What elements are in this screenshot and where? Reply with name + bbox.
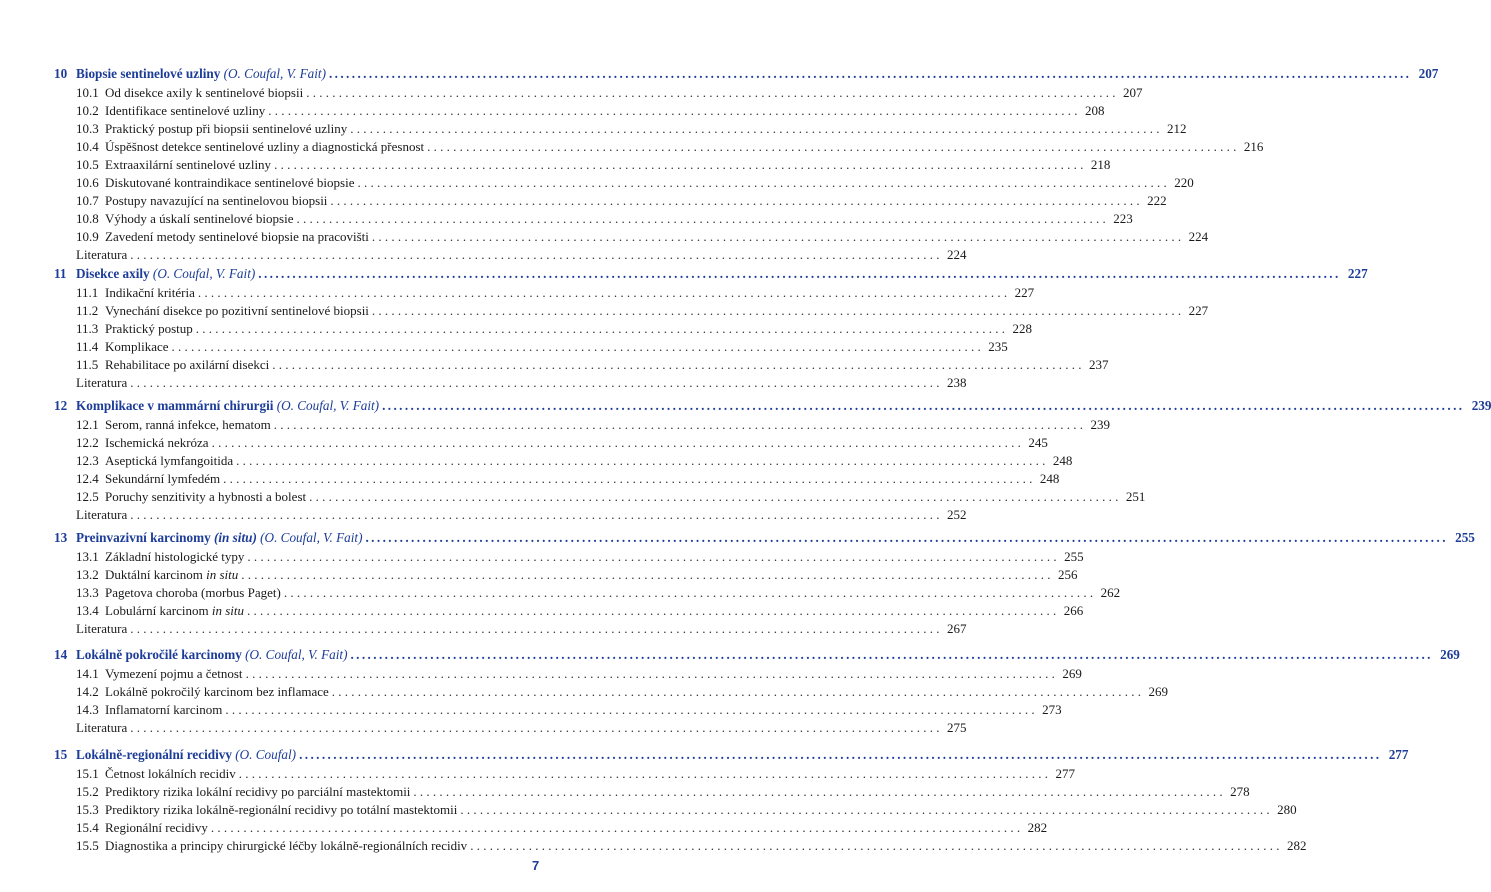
entry-number: 15.5: [76, 838, 99, 853]
leader-dots: [309, 488, 1118, 506]
entry-page: 248: [1052, 453, 1073, 468]
entry-page: 227: [1188, 303, 1209, 318]
chapter-authors: (O. Coufal, V. Fait): [152, 266, 256, 281]
entry-number: 13.1: [76, 549, 99, 564]
toc-entry: [54, 584, 1121, 602]
chapter-title: Lokálně pokročilé karcinomy: [76, 647, 242, 662]
chapter-10: [54, 63, 1439, 264]
chapter-page: 227: [1347, 266, 1368, 281]
toc-entry: [54, 602, 1084, 620]
entry-number: 11.5: [76, 357, 99, 372]
leader-dots: [212, 434, 1021, 452]
leader-dots: [198, 284, 1007, 302]
entry-title: Komplikace: [105, 339, 169, 354]
literature-page: 275: [947, 720, 967, 735]
entry-title: Četnost lokálních recidiv: [105, 766, 236, 781]
entry-page: 228: [1012, 321, 1032, 336]
leader-dots: [239, 765, 1048, 783]
toc-entry: [54, 338, 1008, 356]
entry-title: Lobulární karcinom: [105, 603, 209, 618]
entry-page: 277: [1055, 766, 1075, 781]
chapter-heading: [54, 527, 1475, 548]
leader-dots: [357, 174, 1166, 192]
chapter-11: [54, 263, 1368, 392]
leader-dots: [372, 228, 1181, 246]
entry-title: Diagnostika a principy chirurgické léčby lokálně-regionálních recidiv: [105, 838, 468, 853]
entry-page: 248: [1039, 471, 1060, 486]
entry-page: 239: [1090, 417, 1110, 432]
literature-page: 267: [947, 621, 967, 636]
toc-entry: [54, 566, 1078, 584]
chapter-heading: [54, 395, 1491, 416]
entry-page: 269: [1062, 666, 1082, 681]
leader-dots: [330, 192, 1139, 210]
toc-entry: [54, 683, 1169, 701]
entry-title: Postupy navazující na sentinelovou biopsii: [105, 193, 328, 208]
chapter-number: 14: [54, 647, 68, 662]
entry-page: 245: [1028, 435, 1048, 450]
entry-number: 13.3: [76, 585, 99, 600]
entry-number: 13.4: [76, 603, 99, 618]
leader-dots: [372, 302, 1181, 320]
entry-number: 12.1: [76, 417, 99, 432]
toc-literature: [54, 719, 967, 737]
toc-entry: [54, 228, 1209, 246]
literature-title: Literatura: [76, 247, 128, 262]
chapter-14: [54, 644, 1460, 737]
entry-page: 222: [1147, 193, 1167, 208]
entry-page: 218: [1090, 157, 1111, 172]
leader-dots: [350, 120, 1159, 138]
entry-title: Výhody a úskalí sentinelové biopsie: [105, 211, 294, 226]
toc-entry: [54, 192, 1167, 210]
toc-entry: [54, 765, 1075, 783]
chapter-authors: (O. Coufal, V. Fait): [276, 398, 380, 413]
leader-dots: [130, 719, 939, 737]
entry-title: Duktální karcinom: [105, 567, 203, 582]
toc-entry: [54, 302, 1209, 320]
leader-dots: [196, 320, 1005, 338]
entry-title: Praktický postup při biopsii sentinelové uzliny: [105, 121, 348, 136]
leader-dots: [382, 395, 1464, 416]
entry-title: Zavedení metody sentinelové biopsie na pracovišti: [105, 229, 369, 244]
toc-entry: [54, 701, 1062, 719]
entry-number: 12.3: [76, 453, 99, 468]
entry-number: 12.5: [76, 489, 99, 504]
entry-title: Regionální recidivy: [105, 820, 208, 835]
leader-dots: [211, 819, 1020, 837]
entry-page: 266: [1063, 603, 1084, 618]
entry-number: 11.1: [76, 285, 99, 300]
chapter-12: [54, 395, 1491, 524]
leader-dots: [247, 602, 1056, 620]
chapter-number: 11: [54, 266, 67, 281]
entry-title: Serom, ranná infekce, hematom: [105, 417, 271, 432]
entry-number: 12.4: [76, 471, 99, 486]
chapter-title: Disekce axily: [76, 266, 150, 281]
toc-entry: [54, 783, 1250, 801]
chapter-page: 207: [1418, 66, 1439, 81]
leader-dots: [272, 356, 1081, 374]
toc-literature: [54, 620, 967, 638]
entry-number: 10.2: [76, 103, 99, 118]
entry-number: 13.2: [76, 567, 99, 582]
toc-entry: [54, 837, 1307, 855]
entry-number: 10.1: [76, 85, 99, 100]
entry-title: Prediktory rizika lokálně-regionální recidivy po totální mastektomii: [105, 802, 458, 817]
chapter-heading: [54, 63, 1439, 84]
chapter-authors: (O. Coufal, V. Fait): [223, 66, 326, 81]
entry-title: Od disekce axily k sentinelové biopsii: [105, 85, 304, 100]
toc-entry: [54, 801, 1297, 819]
entry-page: 269: [1148, 684, 1169, 699]
entry-title: Lokálně pokročilý karcinom bez inflamace: [105, 684, 329, 699]
leader-dots: [130, 620, 939, 638]
entry-page: 237: [1089, 357, 1109, 372]
leader-dots: [332, 683, 1141, 701]
chapter-number: 10: [54, 66, 68, 81]
leader-dots: [268, 102, 1077, 120]
leader-dots: [460, 801, 1269, 819]
entry-page: 216: [1243, 139, 1264, 154]
entry-page: 256: [1058, 567, 1078, 582]
chapter-authors: (O. Coufal, V. Fait): [260, 530, 363, 545]
chapter-page: 277: [1388, 747, 1409, 762]
entry-page: 278: [1230, 784, 1250, 799]
toc-entry: [54, 416, 1110, 434]
entry-page: 227: [1014, 285, 1035, 300]
entry-page: 224: [1188, 229, 1209, 244]
entry-number: 10.7: [76, 193, 99, 208]
entry-page: 235: [988, 339, 1008, 354]
entry-number: 10.3: [76, 121, 99, 136]
leader-dots: [365, 527, 1447, 548]
toc-entry: [54, 434, 1048, 452]
leader-dots: [130, 374, 939, 392]
literature-page: 238: [947, 375, 967, 390]
leader-dots: [130, 506, 939, 524]
entry-title: Identifikace sentinelové uzliny: [105, 103, 266, 118]
entry-number: 11.3: [76, 321, 99, 336]
literature-title: Literatura: [76, 507, 128, 522]
toc-entry: [54, 665, 1082, 683]
entry-page: 255: [1064, 549, 1084, 564]
leader-dots: [130, 246, 939, 264]
entry-title: Diskutované kontraindikace sentinelové biopsie: [105, 175, 355, 190]
entry-title: Ischemická nekróza: [105, 435, 209, 450]
chapter-15: [54, 744, 1409, 855]
leader-dots: [284, 584, 1093, 602]
entry-title: Praktický postup: [105, 321, 193, 336]
chapter-number: 12: [54, 398, 68, 413]
toc-literature: [54, 506, 967, 524]
chapter-number: 15: [54, 747, 68, 762]
entry-number: 11.2: [76, 303, 99, 318]
toc-entry: [54, 102, 1105, 120]
entry-number: 15.2: [76, 784, 99, 799]
entry-page: 262: [1100, 585, 1121, 600]
page-number: 7: [532, 858, 540, 873]
literature-title: Literatura: [76, 720, 128, 735]
chapter-page: 255: [1455, 530, 1475, 545]
toc-entry: [54, 84, 1143, 102]
literature-title: Literatura: [76, 375, 128, 390]
leader-dots: [306, 84, 1115, 102]
chapter-13: [54, 527, 1475, 638]
toc-literature: [54, 374, 967, 392]
entry-number: 14.2: [76, 684, 99, 699]
entry-page: 212: [1167, 121, 1187, 136]
toc-literature: [54, 246, 967, 264]
chapter-title: Preinvazivní karcinomy: [76, 530, 211, 545]
chapter-authors: (O. Coufal): [235, 747, 297, 762]
entry-title: Rehabilitace po axilární disekci: [105, 357, 270, 372]
entry-page: 223: [1113, 211, 1133, 226]
chapter-page: 239: [1471, 398, 1491, 413]
entry-title: Vymezení pojmu a četnost: [105, 666, 243, 681]
entry-title: Vynechání disekce po pozitivní sentinelové biopsii: [105, 303, 369, 318]
entry-title: Úspěšnost detekce sentinelové uzliny a diagnostická přesnost: [105, 139, 425, 154]
leader-dots: [296, 210, 1105, 228]
entry-title-italic: in situ: [211, 603, 245, 618]
entry-title: Indikační kritéria: [105, 285, 195, 300]
entry-number: 15.3: [76, 802, 99, 817]
entry-number: 15.1: [76, 766, 99, 781]
toc-entry: [54, 356, 1109, 374]
chapter-authors: (O. Coufal, V. Fait): [245, 647, 348, 662]
entry-title: Poruchy senzitivity a hybnosti a bolest: [105, 489, 307, 504]
entry-page: 207: [1122, 85, 1143, 100]
literature-page: 224: [947, 247, 967, 262]
leader-dots: [247, 548, 1056, 566]
entry-title: Základní histologické typy: [105, 549, 245, 564]
entry-page: 251: [1125, 489, 1146, 504]
leader-dots: [299, 744, 1381, 765]
leader-dots: [329, 63, 1411, 84]
entry-number: 14.3: [76, 702, 99, 717]
toc-entry: [54, 819, 1048, 837]
toc-entry: [54, 452, 1073, 470]
entry-page: 282: [1027, 820, 1048, 835]
toc-entry: [54, 284, 1035, 302]
toc-entry: [54, 548, 1084, 566]
leader-dots: [427, 138, 1236, 156]
entry-title: Sekundární lymfedém: [105, 471, 221, 486]
literature-page: 252: [947, 507, 967, 522]
chapter-heading: [54, 263, 1368, 284]
entry-page: 282: [1286, 838, 1307, 853]
leader-dots: [258, 263, 1340, 284]
entry-title: Prediktory rizika lokální recidivy po parciální mastektomii: [105, 784, 411, 799]
leader-dots: [470, 837, 1279, 855]
entry-number: 10.4: [76, 139, 99, 154]
chapter-heading: [54, 644, 1460, 665]
entry-page: 280: [1277, 802, 1297, 817]
entry-page: 208: [1085, 103, 1105, 118]
toc-entry: [54, 488, 1146, 506]
toc-entry: [54, 320, 1032, 338]
entry-title-italic: in situ: [206, 567, 239, 582]
entry-number: 10.6: [76, 175, 99, 190]
toc-entry: [54, 470, 1060, 488]
leader-dots: [413, 783, 1222, 801]
leader-dots: [223, 470, 1032, 488]
chapter-title-italic: (in situ): [213, 530, 257, 545]
chapter-title: Biopsie sentinelové uzliny: [76, 66, 221, 81]
entry-number: 14.1: [76, 666, 99, 681]
chapter-title: Komplikace v mammární chirurgii: [76, 398, 274, 413]
toc-entry: [54, 120, 1187, 138]
entry-number: 15.4: [76, 820, 99, 835]
leader-dots: [246, 665, 1055, 683]
entry-page: 273: [1042, 702, 1062, 717]
entry-title: Aseptická lymfangoitida: [105, 453, 234, 468]
toc-entry: [54, 210, 1133, 228]
entry-title: Inflamatorní karcinom: [105, 702, 223, 717]
entry-number: 12.2: [76, 435, 99, 450]
chapter-number: 13: [54, 530, 68, 545]
leader-dots: [274, 416, 1083, 434]
chapter-page: 269: [1440, 647, 1460, 662]
leader-dots: [225, 701, 1034, 719]
toc-entry: [54, 174, 1194, 192]
leader-dots: [241, 566, 1050, 584]
leader-dots: [236, 452, 1045, 470]
chapter-heading: [54, 744, 1409, 765]
entry-number: 10.8: [76, 211, 99, 226]
entry-number: 10.5: [76, 157, 99, 172]
entry-number: 11.4: [76, 339, 99, 354]
entry-page: 220: [1174, 175, 1194, 190]
entry-title: Extraaxilární sentinelové uzliny: [105, 157, 272, 172]
chapter-title: Lokálně-regionální recidivy: [76, 747, 232, 762]
leader-dots: [274, 156, 1083, 174]
leader-dots: [350, 644, 1432, 665]
toc-entry: [54, 138, 1264, 156]
literature-title: Literatura: [76, 621, 128, 636]
toc-entry: [54, 156, 1111, 174]
entry-number: 10.9: [76, 229, 99, 244]
leader-dots: [172, 338, 981, 356]
entry-title: Pagetova choroba (morbus Paget): [105, 585, 281, 600]
